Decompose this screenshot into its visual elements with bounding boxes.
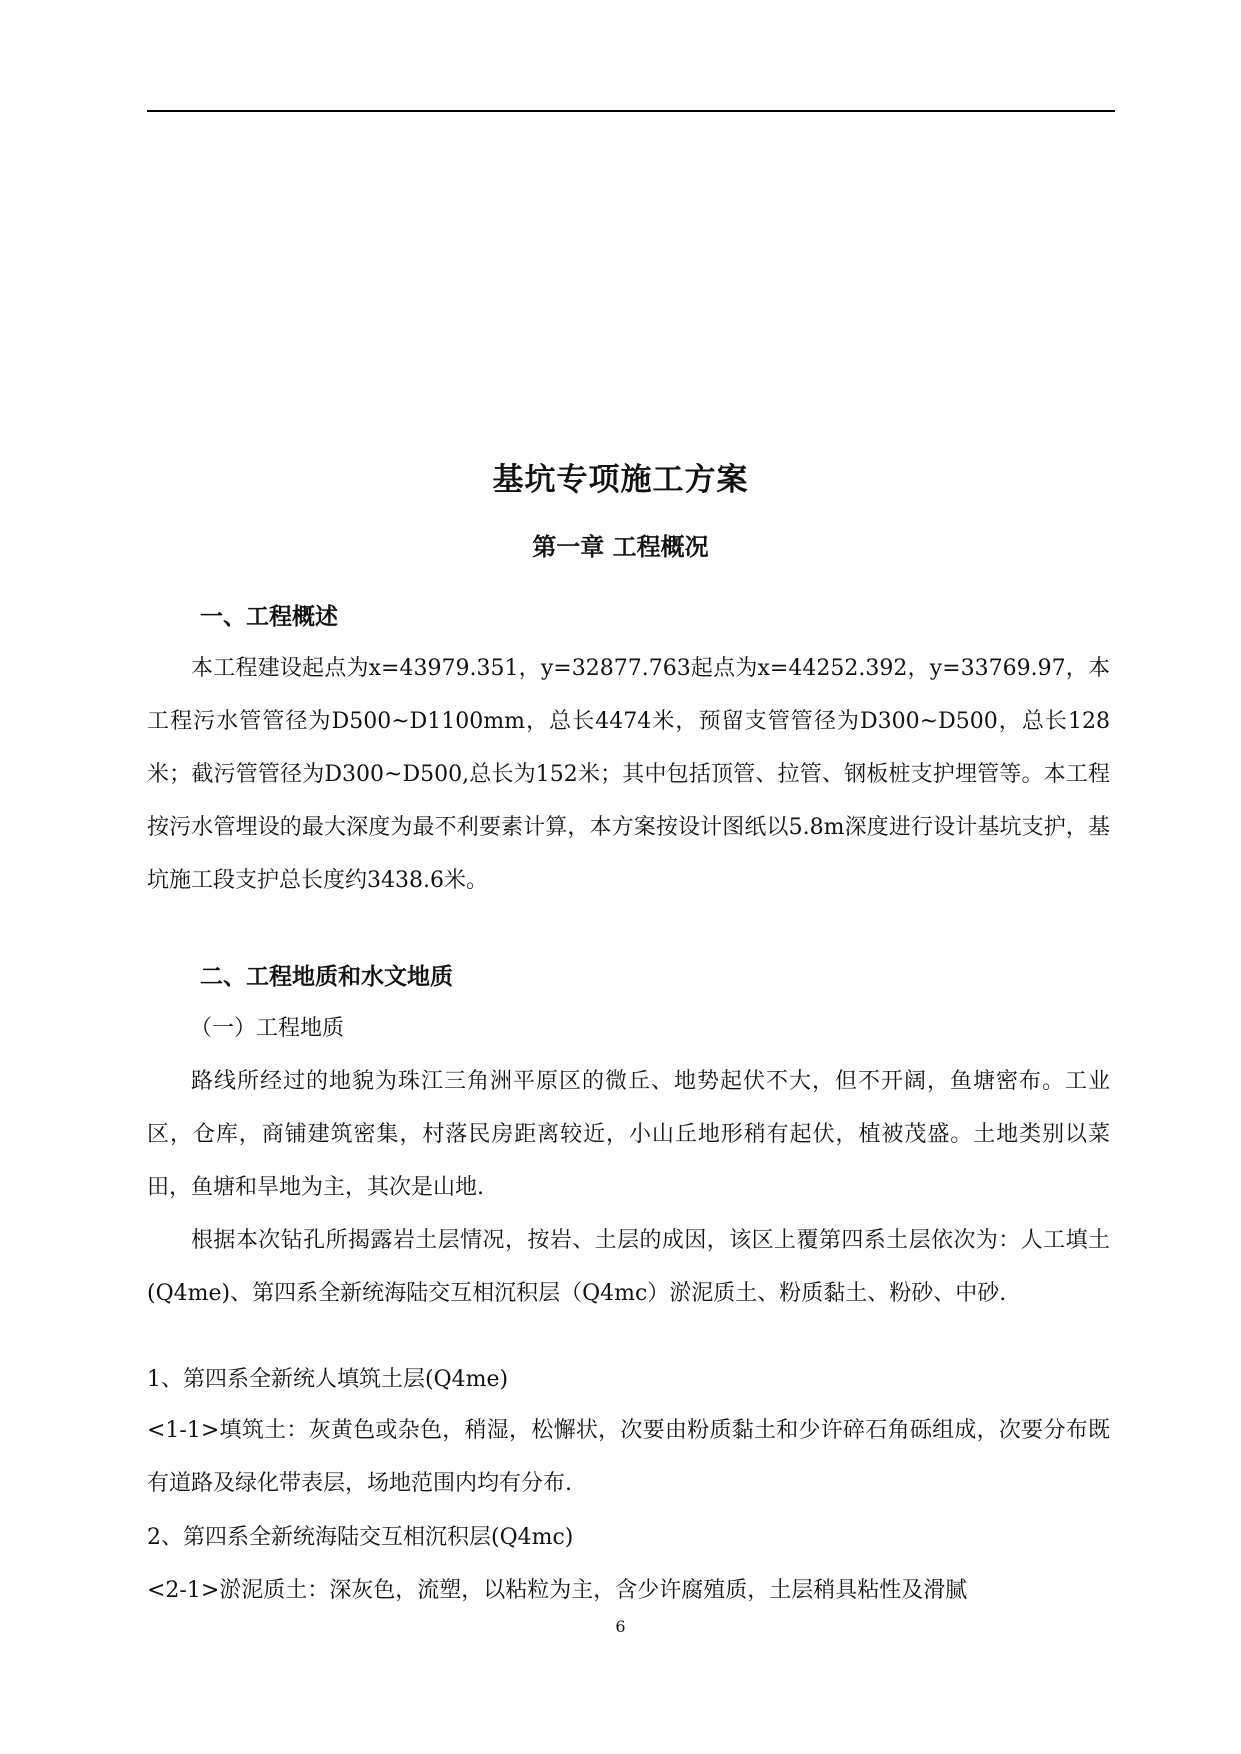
geology-paragraph-strata: 根据本次钻孔所揭露岩土层情况，按岩、土层的成因，该区上覆第四系土层依次为：人工填土(Q4me)、第四系全新统海陆交互相沉积层（Q4mc）淤泥质土、粉质黏土、粉砂、中砂.: [147, 1228, 1110, 1306]
subheading-engineering-geology: （一）工程地质: [190, 1016, 345, 1041]
chapter-title: 第一章 工程概况: [532, 533, 709, 561]
header-rule: [147, 110, 1115, 112]
section-heading-overview: 一、工程概述: [200, 604, 338, 630]
stratum-item-1-description: <1-1>填筑土：灰黄色或杂色，稍湿，松懈状，次要由粉质黏土和少许碎石角砾组成，次要分布既有道路及绿化带表层，场地范围内均有分布.: [147, 1418, 1110, 1496]
stratum-item-1-title: 1、第四系全新统人填筑土层(Q4me): [147, 1367, 509, 1392]
document-title: 基坑专项施工方案: [492, 462, 749, 498]
overview-paragraph: 本工程建设起点为x=43979.351，y=32877.763起点为x=44252.392，y=33769.97，本工程污水管管径为D500~D1100mm，总长4474米，预留支管管径为D300~D500，总长128米；截污管管径为D300~D500,总长为152米；其中包括顶管、拉管、钢板桩支护埋管等。本工程按污水管埋设的最大深度为最不利要素计算，本方案按设计图纸以5.8m深度进行设计基坑支护，基坑施工段支护总长度约3438.6米。: [147, 656, 1110, 893]
stratum-item-2-description: <2-1>淤泥质土：深灰色，流塑，以粘粒为主，含少许腐殖质，土层稍具粘性及滑腻: [147, 1578, 968, 1603]
geology-paragraph-landform: 路线所经过的地貌为珠江三角洲平原区的微丘、地势起伏不大，但不开阔，鱼塘密布。工业区，仓库，商铺建筑密集，村落民房距离较近，小山丘地形稍有起伏，植被茂盛。土地类别以菜田，鱼塘和旱地为主，其次是山地.: [147, 1069, 1110, 1200]
section-heading-geology: 二、工程地质和水文地质: [200, 964, 453, 990]
stratum-item-2-title: 2、第四系全新统海陆交互相沉积层(Q4mc): [147, 1525, 574, 1550]
page-number: 6: [615, 1617, 626, 1636]
